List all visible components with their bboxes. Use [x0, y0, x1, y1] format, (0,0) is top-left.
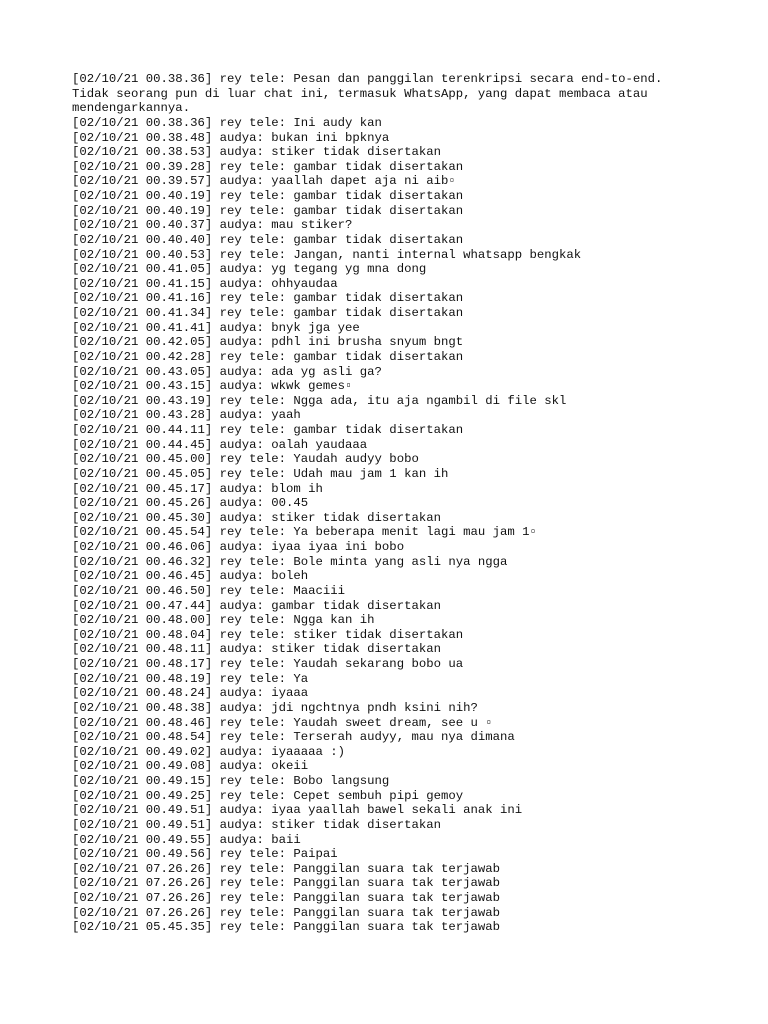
chat-line: [02/10/21 00.42.28] rey tele: gambar tidak disertakan [72, 349, 464, 364]
chat-line: [02/10/21 00.43.19] rey tele: Ngga ada, itu aja ngambil di file skl [72, 393, 567, 408]
chat-line: [02/10/21 00.48.11] audya: stiker tidak disertakan [72, 642, 441, 657]
chat-line: [02/10/21 00.46.32] rey tele: Bole minta yang asli nya ngga [72, 554, 508, 569]
chat-line: [02/10/21 00.48.38] audya: jdi ngchtnya pndh ksini nih? [72, 700, 478, 715]
chat-line: [02/10/21 00.48.19] rey tele: Ya [72, 671, 309, 686]
chat-line: [02/10/21 00.39.57] audya: yaallah dapet aja ni aib▫ [72, 174, 456, 189]
chat-line: [02/10/21 00.45.30] audya: stiker tidak disertakan [72, 510, 441, 525]
chat-line: [02/10/21 00.40.19] rey tele: gambar tidak disertakan [72, 203, 464, 218]
chat-line: [02/10/21 00.46.45] audya: boleh [72, 569, 309, 584]
chat-line: [02/10/21 07.26.26] rey tele: Panggilan suara tak terjawab [72, 861, 501, 876]
chat-line: [02/10/21 00.49.51] audya: stiker tidak disertakan [72, 817, 441, 832]
chat-line: [02/10/21 07.26.26] rey tele: Panggilan suara tak terjawab [72, 876, 501, 891]
chat-line: [02/10/21 00.49.15] rey tele: Bobo langsung [72, 774, 390, 788]
chat-line: [02/10/21 00.49.51] audya: iyaa yaallah bawel sekali anak ini [72, 803, 523, 818]
chat-line: [02/10/21 00.41.16] rey tele: gambar tidak disertakan [72, 291, 464, 306]
chat-line: [02/10/21 00.45.05] rey tele: Udah mau jam 1 kan ih [72, 466, 449, 481]
chat-line: [02/10/21 00.48.00] rey tele: Ngga kan ih [72, 613, 375, 628]
chat-line: [02/10/21 00.43.15] audya: wkwk gemes▫ [72, 379, 353, 394]
chat-line: [02/10/21 00.38.36] rey tele: Ini audy kan [72, 115, 382, 130]
chat-line: [02/10/21 00.39.28] rey tele: gambar tidak disertakan [72, 159, 464, 174]
chat-line: [02/10/21 00.46.06] audya: iyaa iyaa ini bobo [72, 540, 405, 554]
chat-line: [02/10/21 00.45.00] rey tele: Yaudah audyy bobo [72, 452, 419, 467]
chat-line: [02/10/21 00.38.53] audya: stiker tidak disertakan [72, 145, 441, 160]
chat-line: [02/10/21 00.41.41] audya: bnyk jga yee [72, 320, 360, 335]
chat-line: [02/10/21 00.48.46] rey tele: Yaudah sweet dream, see u ▫ [72, 715, 493, 730]
chat-line: [02/10/21 00.48.17] rey tele: Yaudah sekarang bobo ua [72, 657, 464, 671]
chat-line: [02/10/21 00.40.37] audya: mau stiker? [72, 218, 353, 233]
chat-line: [02/10/21 00.40.53] rey tele: Jangan, nanti internal whatsapp bengkak [72, 247, 582, 262]
system-notice-line: Tidak seorang pun di luar chat ini, termasuk WhatsApp, yang dapat membaca atau [72, 86, 648, 101]
chat-line: [02/10/21 00.41.34] rey tele: gambar tidak disertakan [72, 306, 464, 320]
chat-line: [02/10/21 00.40.40] rey tele: gambar tidak disertakan [72, 232, 464, 247]
chat-line: [02/10/21 00.46.50] rey tele: Maaciii [72, 583, 346, 598]
chat-line: [02/10/21 00.44.11] rey tele: gambar tidak disertakan [72, 423, 464, 437]
chat-line: [02/10/21 00.49.08] audya: okeii [72, 759, 309, 774]
chat-line: [02/10/21 00.49.25] rey tele: Cepet sembuh pipi gemoy [72, 788, 464, 803]
system-notice-line: mendengarkannya. [72, 101, 191, 116]
chat-transcript [72, 72, 712, 935]
chat-line: [02/10/21 00.43.28] audya: yaah [72, 408, 301, 423]
chat-line: [02/10/21 00.45.54] rey tele: Ya beberapa menit lagi mau jam 1▫ [72, 525, 537, 540]
chat-line: [02/10/21 00.49.55] audya: baii [72, 832, 301, 847]
chat-line: [02/10/21 00.48.04] rey tele: stiker tidak disertakan [72, 627, 464, 642]
chat-line: [02/10/21 00.48.24] audya: iyaaa [72, 686, 309, 701]
chat-line: [02/10/21 00.40.19] rey tele: gambar tidak disertakan [72, 189, 464, 203]
chat-line: [02/10/21 07.26.26] rey tele: Panggilan suara tak terjawab [72, 891, 501, 905]
chat-line: [02/10/21 00.41.15] audya: ohhyaudaa [72, 276, 338, 291]
chat-line: [02/10/21 00.49.02] audya: iyaaaaa :) [72, 744, 346, 759]
chat-line: [02/10/21 00.47.44] audya: gambar tidak disertakan [72, 598, 441, 613]
chat-line: [02/10/21 05.45.35] rey tele: Panggilan suara tak terjawab [72, 920, 501, 935]
chat-line: [02/10/21 07.26.26] rey tele: Panggilan suara tak terjawab [72, 905, 501, 920]
chat-line: [02/10/21 00.48.54] rey tele: Terserah audyy, mau nya dimana [72, 730, 515, 745]
chat-line: [02/10/21 00.41.05] audya: yg tegang yg mna dong [72, 262, 427, 277]
chat-line: [02/10/21 00.45.17] audya: blom ih [72, 481, 323, 496]
chat-line: [02/10/21 00.44.45] audya: oalah yaudaaa [72, 437, 368, 452]
chat-line: [02/10/21 00.42.05] audya: pdhl ini brusha snyum bngt [72, 335, 464, 350]
system-notice-line: [02/10/21 00.38.36] rey tele: Pesan dan panggilan terenkripsi secara end-to-end. [72, 72, 663, 86]
chat-line: [02/10/21 00.49.56] rey tele: Paipai [72, 847, 338, 862]
chat-line: [02/10/21 00.45.26] audya: 00.45 [72, 496, 309, 511]
chat-line: [02/10/21 00.43.05] audya: ada yg asli ga? [72, 364, 382, 379]
chat-line: [02/10/21 00.38.48] audya: bukan ini bpknya [72, 130, 390, 145]
